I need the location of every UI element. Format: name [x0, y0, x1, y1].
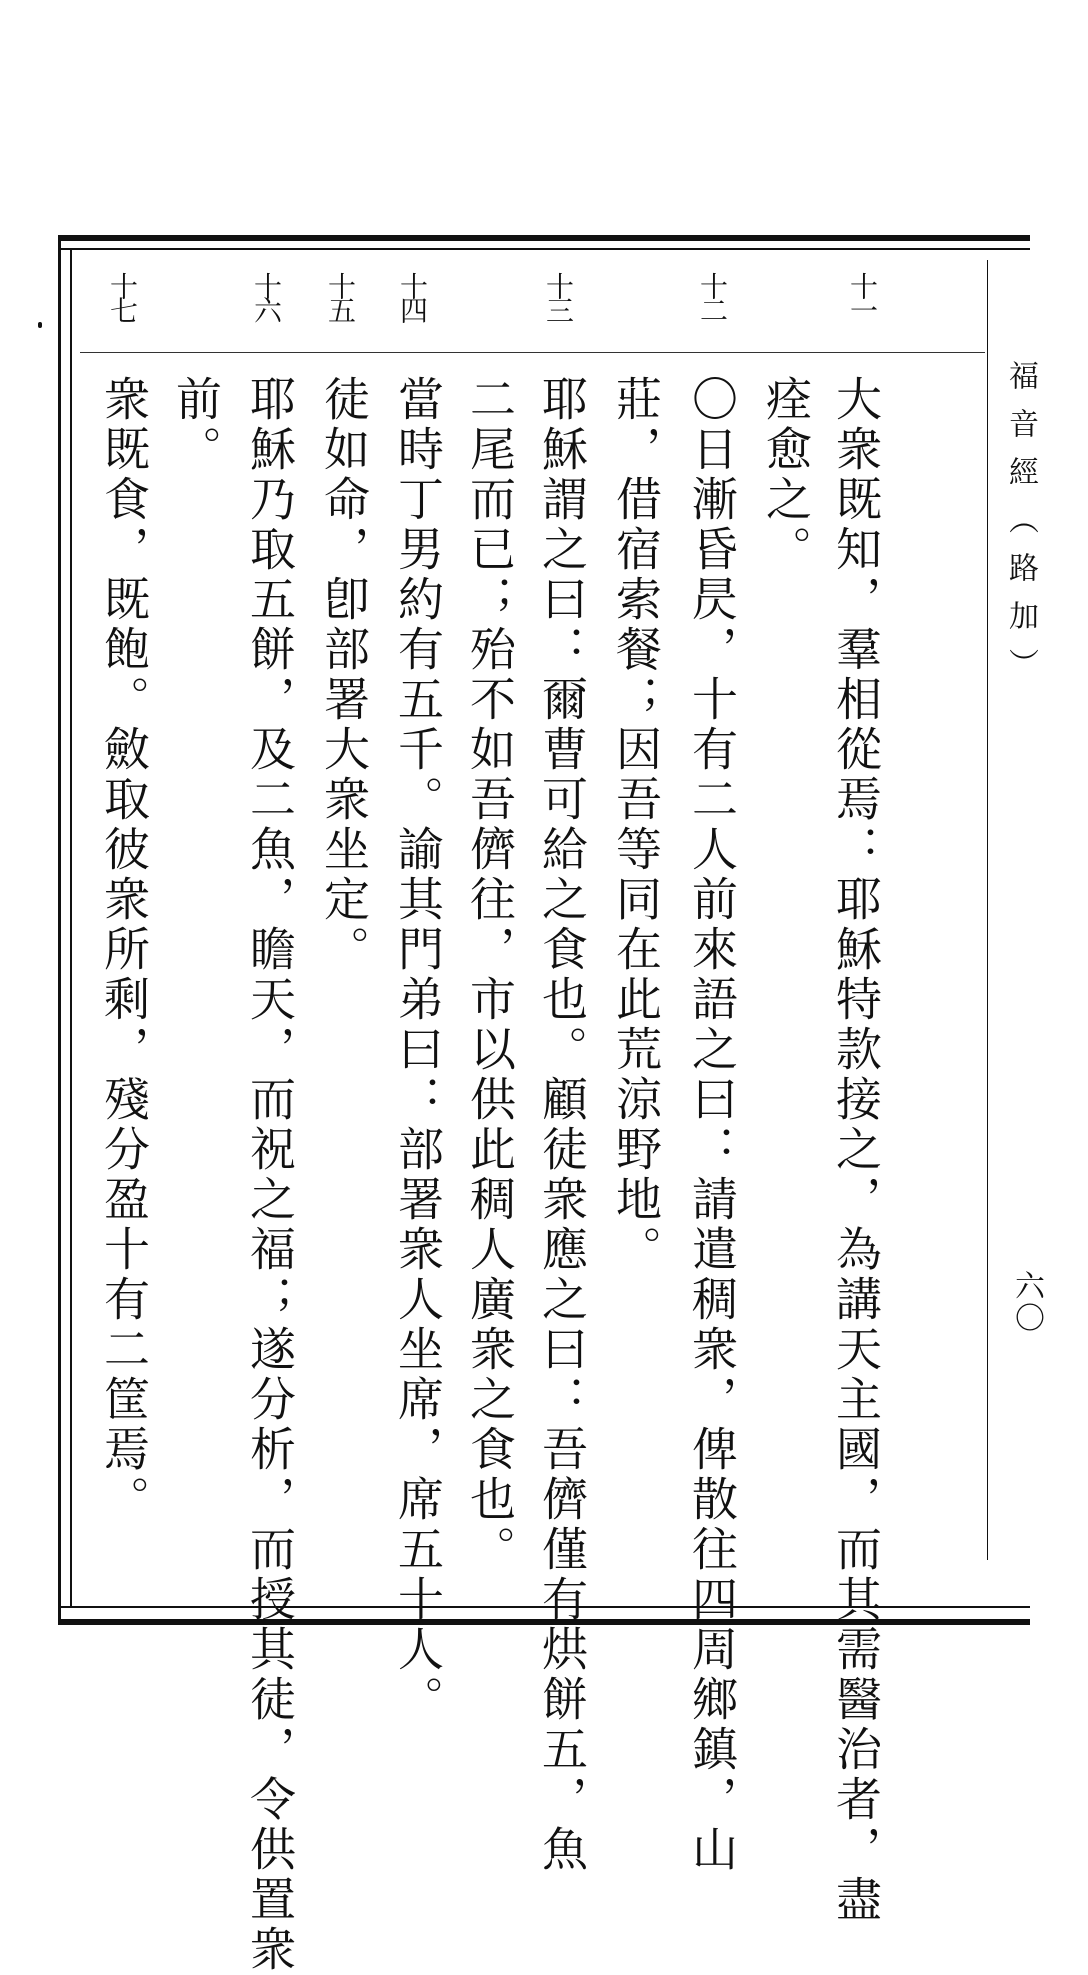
stray-ink-mark	[38, 322, 42, 328]
text-column: 當時丁男約有五千。諭其門弟曰：部署衆人坐席，席五十人。	[391, 375, 445, 1725]
text-column: 莊，借宿索餐；因吾等同在此荒涼野地。	[609, 375, 663, 1275]
verse-number-13: 十三	[542, 272, 575, 320]
text-column: 二尾而已；殆不如吾儕往，市以供此稠人廣衆之食也。	[463, 375, 517, 1575]
text-column: 〇日漸昏昃，十有二人前來語之曰：請遣稠衆，俾散往四周鄉鎮，山	[685, 375, 739, 1875]
verse-number-rule	[80, 352, 985, 353]
verse-number-14: 十四	[396, 272, 429, 320]
verse-number-15: 十五	[324, 272, 357, 320]
text-column: 耶穌謂之曰：爾曹可給之食也。顧徒衆應之曰：吾儕僅有烘餅五，魚	[535, 375, 589, 1875]
inner-top-rule	[58, 248, 1030, 250]
inner-left-rule	[70, 248, 72, 1608]
text-column: 衆既食，既飽。斂取彼衆所剩，殘分盈十有二筐焉。	[97, 375, 151, 1525]
book-title: 福音經（路加）	[1003, 360, 1038, 696]
verse-number-12: 十二	[696, 272, 729, 320]
text-column: 耶穌乃取五餅，及二魚，瞻天，而祝之福；遂分析，而授其徒，令供置衆	[243, 375, 297, 1975]
text-column: 前。	[169, 375, 223, 475]
verse-number-17: 十七	[106, 272, 139, 320]
margin-rule	[987, 260, 988, 1560]
text-column: 痊愈之。	[759, 375, 813, 575]
page-number: 六〇	[1009, 1270, 1044, 1334]
verse-number-16: 十六	[250, 272, 283, 320]
text-column: 大衆既知，羣相從焉：耶穌特款接之，為講天主國，而其需醫治者，盡	[829, 375, 883, 1925]
verse-number-11: 十一	[846, 272, 879, 320]
text-column: 徒如命，卽部署大衆坐定。	[317, 375, 371, 975]
